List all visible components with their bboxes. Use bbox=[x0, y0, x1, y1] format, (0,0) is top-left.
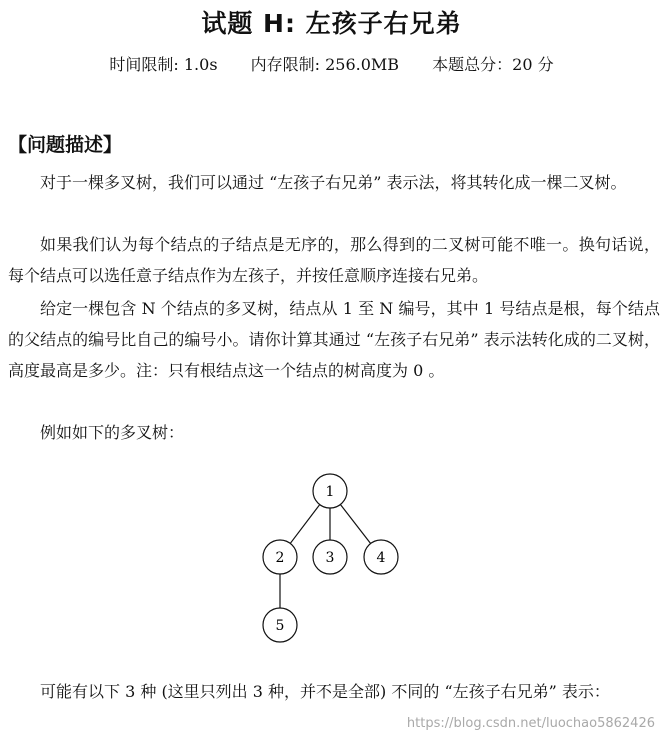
section-heading: 【问题描述】 bbox=[8, 134, 123, 156]
example-tree-diagram bbox=[250, 465, 420, 650]
tree-edge-1-2 bbox=[290, 505, 319, 544]
memory-limit: 内存限制: 256.0MB bbox=[250, 55, 400, 74]
tree-node-label: 3 bbox=[325, 550, 335, 566]
paragraph-task: 给定一棵包含 N 个结点的多叉树，结点从 1 至 N 编号，其中 1 号结点是根，每个结点的父结点的编号比自己的编号小。请你计算其通过 “左孩子右兄弟” 表示法转化成的二叉树，高度最高是多少。注：只有根结点这一个结点的树高度为 0 。 bbox=[8, 299, 660, 380]
total-score: 本题总分：20 分 bbox=[432, 55, 554, 74]
tree-node-label: 2 bbox=[275, 550, 285, 566]
tree-node-1 bbox=[313, 474, 347, 508]
tree-node-label: 1 bbox=[325, 484, 335, 500]
problem-meta bbox=[0, 52, 663, 75]
tree-node-label: 5 bbox=[275, 618, 285, 634]
tree-node-3 bbox=[313, 540, 347, 574]
tree-node-label: 4 bbox=[376, 550, 386, 566]
paragraph-unordered: 如果我们认为每个结点的子结点是无序的，那么得到的二叉树可能不唯一。换句话说，每个结点可以选任意子结点作为左孩子，并按任意顺序连接右兄弟。 bbox=[8, 235, 660, 285]
watermark: https://blog.csdn.net/luochao5862426 bbox=[406, 716, 655, 731]
tree-node-4 bbox=[364, 540, 398, 574]
paragraph-representations: 可能有以下 3 种 (这里只列出 3 种，并不是全部) 不同的 “左孩子右兄弟” 表示： bbox=[40, 682, 610, 701]
time-limit: 时间限制: 1.0s bbox=[109, 55, 218, 74]
paragraph-example-lead: 例如如下的多叉树： bbox=[40, 423, 185, 442]
tree-node-2 bbox=[263, 540, 297, 574]
paragraph-intro: 对于一棵多叉树，我们可以通过 “左孩子右兄弟” 表示法，将其转化成一棵二叉树。 bbox=[40, 173, 627, 192]
tree-edge-1-4 bbox=[340, 504, 370, 543]
tree-node-5 bbox=[263, 608, 297, 642]
problem-title: 试题 H: 左孩子右兄弟 bbox=[201, 9, 462, 38]
